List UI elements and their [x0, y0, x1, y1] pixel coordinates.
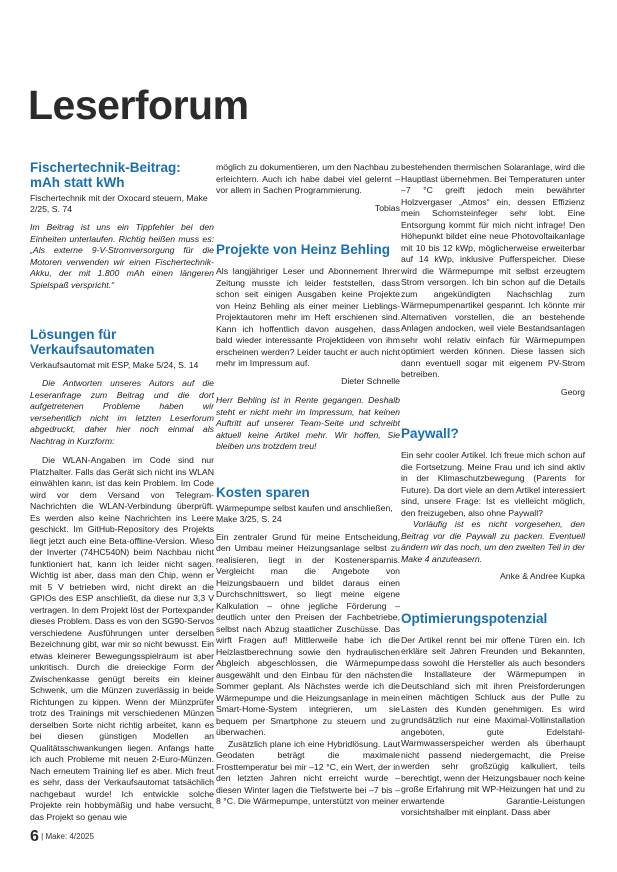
section-title: Kosten sparen — [216, 484, 310, 500]
section-title: Optimierungspotenzial — [401, 610, 548, 626]
editor-reply: Herr Behling ist in Rente gegangen. Deshalb steht er nicht mehr im Impressum, hat keinen Auftritt auf unserer Team-Seite und schreibt aktuell keine Artikel mehr. Wir hoffen, Sie bleiben uns trotzdem treu! — [216, 395, 400, 451]
letter-body: Die WLAN-Angaben im Code sind nur Platzhalter. Falls das Gerät sich nicht ins WLAN einwählen kann, ist das kein Problem. Im Code wird vor dem Versand von Telegram-Nachrichten die WLAN-Verbindung überprüft. Es werden also keine Nachrichten ins Leere geschickt. Im GitHub-Repository des Projekts liegt jetzt auch eine Beta-offline-Version. Wieso der Inverter (74HC540N) beim Nachbau nicht funktioniert hat, kann ich leider nicht sagen. Wichtig ist aber, dass man den Chip, wenn er mit 5 V betrieben wird, nicht direkt an die GPIOs des ESP anschließt, da diese nur 3,3 V vertragen. In dem Projekt löst der Portexpander dieses Problem. Dass es von den SG90-Servos verschiedene Ausführungen unter derselben Bezeichnung gibt, war mir so nicht bewusst. Ein etwas kleinerer Bewegungsspielraum ist aber unkritisch. Durch die dreieckige Form der Zwischenkasse genügt bereits ein kleiner Schwenk, um die Münzen zuverlässig in beide Richtungen zu kippen. Wenn der Münzprüfer trotz des Trainings mit verschiedenen Münzen derselben Sorte nicht richtig arbeitet, kann es bei diesen günstigen Modellen an Qualitätsschwankungen liegen. Anfangs hatte ich auch Probleme mit neuen 2-Euro-Münzen. Nach erneutem Training lief es aber. Mich freut es sehr, dass der Verkaufsautomat tatsächlich nachgebaut wurde! Ich entwickle solche Projekte rein hobbymäßig und habe versucht, das Projekt so genau wie — [30, 455, 214, 822]
section-title: Paywall? — [401, 426, 459, 441]
letter-optimierungspotenzial — [401, 611, 585, 819]
section-title: Fischertechnik-Beitrag: mAh statt kWh — [30, 160, 181, 190]
letter-body: Ein zentraler Grund für meine Entscheidung, den Umbau meiner Heizungsanlage selbst zu realisieren, liegt in der Kostenersparnis. Vergleicht man die Angebote von Heizungsbauern und bildet daraus einen Durchschnittswert, so liegt meine eigene Kalkulation – ohne jegliche Förderung – deutlich unter den Preisen der Fachbetriebe, selbst nach Abzug staatlicher Zuschüsse. Das wirft Fragen auf! Mittlerweile habe ich die Heizlastberechnung sowie den hydraulischen Abgleich abgeschlossen, die Wärmepumpe ausgewählt und den Einbau für den nächsten Sommer geplant. Als Nächstes werde ich die Wärmepumpe und die Heizungsanlage in mein Smart-Home-System integrieren, um sie bequem per Smartphone zu steuern und zu überwachen. — [216, 531, 400, 737]
editor-note: Im Beitrag ist uns ein Tippfehler bei den Einheiten unterlaufen. Richtig heißen muss es: „Als externe 9-V-Stromversorgung für die Motoren verwenden wir einen Fischertechnik-Akku, der mit 1.800 mAh einen längeren Spielspaß verspricht.“ — [30, 222, 214, 290]
letter-fischertechnik — [30, 160, 214, 291]
page-title: Leserforum — [28, 82, 249, 128]
page-footer — [30, 828, 94, 846]
editor-note: Die Antworten unseres Autors auf die Leseranfrage zum Beitrag und die dort aufgetretenen Probleme haben wir versehentlich nicht im letzten Leserforum abgedruckt, daher hier noch einmal als Nachtrag in Kurzform: — [30, 378, 214, 446]
signature: Anke & Andree Kupka — [499, 571, 585, 581]
letter-body: Der Artikel rennt bei mir offene Türen ein. Ich erkläre seit Jahren Freunden und Bekannten, dass sowohl die Hersteller als auch besonders die Installateure der Wärmepumpen in Deutschland sich mit ihren Preisforderungen einen mächtigen Schluck aus der Pulle zu Lasten des Kunden genehmigen. Es wird grundsätzlich nur eine Maximal-Vollinstallation angeboten, gute Edelstahl-Warmwasserspeicher werden als überhaupt nicht passend niedergemacht, die Preise werden sehr großzügig kalkuliert, teils berechtigt, wenn der Heizungsbauer noch keine große Erfahrung mit WP-Heizungen hat und zu erwartende Garantie-Leistungen vorsichtshalber mit einplant. Dass aber — [401, 634, 586, 817]
section-subtitle: Fischertechnik mit der Oxocard steuern, Make 2/25, S. 74 — [30, 193, 208, 214]
section-title: Projekte von Heinz Behling — [216, 242, 391, 257]
letter-body-continued: möglich zu dokumentieren, um den Nachbau zu erleichtern. Auch ich habe dabei viel gelernt – vor allem in Sachen Programmierung. — [216, 162, 400, 195]
page-number: 6 — [30, 828, 39, 845]
letter-heinz-behling — [216, 242, 400, 453]
section-subtitle: Verkaufsautomat mit ESP, Make 5/24, S. 14 — [30, 360, 199, 370]
letter-body-continued: bestehenden thermischen Solaranlage, wird die Hauptlast übernehmen. Bei Temperaturen unter –7 °C greift jedoch mein bewährter Holzvergaser „Atmos“ ein, dessen Effizienz mein Schornsteinfeger sehr lobt. Eine Entsorgung kommt für mich nicht infrage! Den Höhepunkt bildet eine neue Photovoltaikanlage mit 10 bis 12 kWp, möglicherweise erweiterbar auf 14 kWp, inklusive Pufferspeicher. Diese wird die Wärmepumpe mit selbst erzeugtem Strom versorgen. Ich bin schon auf die Details zum angekündigten Nachschlag zum Wärmepumpenartikel gespannt. Ich könnte mir Alternativen vorstellen, die an bestehende Anlagen andocken, weil viele Bestandsanlagen sehr wohl relativ einfach für Wärmepumpen optimiert werden können. Diese lassen sich dann eventuell sogar mit eigenem PV-Strom betreiben. — [401, 162, 585, 379]
letter-paywall — [401, 426, 585, 583]
letter-body: Ein sehr cooler Artikel. Ich freue mich schon auf die Fortsetzung. Meine Frau und ich sind aktiv in der Klimaschutzbewegung (Parents for Future). Da dort viele an dem Artikel interessiert sind, unsere Frage: Ist es vielleicht möglich, den freizugeben, also ohne Paywall? — [401, 450, 585, 518]
letter-body: Zusätzlich plane ich eine Hybridlösung. Laut Geodaten beträgt die maximale Frosttemperatur bei mir –12 °C, ein Wert, der in den letzten Jahren nicht erreicht wurde – diesen Winter lagen die Tiefstwerte bei –7 bis –8 °C. Die Wärmepumpe, unterstützt von meiner — [216, 738, 400, 806]
editor-reply: Vorläufig ist es nicht vorgesehen, den Beitrag vor die Paywall zu packen. Eventuell ändern wir das noch, um den zweiten Teil in der Make 4 anzuteasern. — [401, 519, 585, 564]
column-1 — [30, 160, 214, 831]
issue-label: | Make: 4/2025 — [41, 832, 94, 841]
section-subtitle: Wärmepumpe selbst kaufen und anschließen, Make 3/25, S. 24 — [216, 502, 393, 524]
signature: Georg — [560, 386, 585, 397]
signature: Dieter Schnelle — [341, 375, 400, 386]
letter-body: Als langjähriger Leser und Abonnement Ihrer Zeitung musste ich leider feststellen, dass schon seit einigen Ausgaben keine Projekte von Heinz Behling als einer meiner Lieblings-Projektautoren mehr im Heft erschienen sind. Kann ich hoffentlich davon ausgehen, dass bald wieder interessante Projektideen von ihm erscheinen werden? Leider taucht er auch nicht mehr im Impressum auf. — [216, 266, 400, 368]
section-title: Lösungen für Verkaufsautomaten — [30, 327, 155, 357]
letter-kosten-sparen — [216, 485, 400, 808]
column-2 — [216, 162, 400, 816]
column-3 — [401, 162, 585, 827]
letter-verkaufsautomaten — [30, 327, 214, 823]
signature: Tobias — [374, 202, 400, 213]
